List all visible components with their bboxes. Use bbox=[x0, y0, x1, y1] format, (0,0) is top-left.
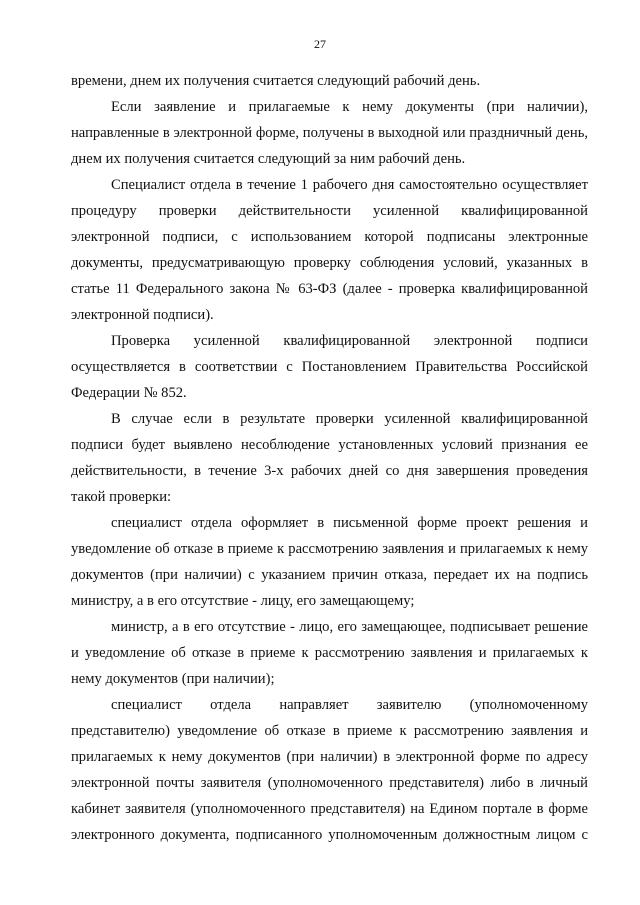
paragraph-7: министр, а в его отсутствие - лицо, его замещающее, подписывает решение и уведомление об отказе в приеме к рассмотрению заявления и прилагаемых к нему документов (при наличии); bbox=[71, 619, 588, 687]
paragraph-4: Проверка усиленной квалифицированной электронной подписи осуществляется в соответствии с Постановлением Правительства Российской Федерации № 852. bbox=[71, 333, 588, 401]
paragraph-3: Специалист отдела в течение 1 рабочего дня самостоятельно осуществляет процедуру проверки действительности усиленной квалифицированной электронной подписи, с использованием которой подписаны электронные документы, предусматривающую проверку соблюдения условий, указанных в статье 11 Федерального закона № 63-ФЗ (далее - проверка квалифицированной электронной подписи). bbox=[71, 177, 588, 323]
paragraph-8: специалист отдела направляет заявителю (уполномоченному представителю) уведомление об отказе в приеме к рассмотрению заявления и прилагаемых к нему документов (при наличии) в электронной форме по адресу электронной почты заявителя (уполномоченного представителя) либо в личный кабинет заявителя (уполномоченного представителя) на Едином портале в форме электронного документа, подписанного уполномоченным должностным лицом с bbox=[71, 697, 588, 843]
page-number: 27 bbox=[314, 37, 326, 51]
paragraph-2: Если заявление и прилагаемые к нему документы (при наличии), направленные в электронной форме, получены в выходной или праздничный день, днем их получения считается следующий за ним рабочий день. bbox=[71, 99, 588, 167]
document-body bbox=[71, 68, 588, 848]
paragraph-1: времени, днем их получения считается следующий рабочий день. bbox=[71, 73, 481, 89]
paragraph-5: В случае если в результате проверки усиленной квалифицированной подписи будет выявлено несоблюдение установленных условий признания ее действительности, в течение 3-х рабочих дней со дня завершения проведения такой проверки: bbox=[71, 411, 588, 505]
paragraph-6: специалист отдела оформляет в письменной форме проект решения и уведомление об отказе в приеме к рассмотрению заявления и прилагаемых к нему документов (при наличии) с указанием причин отказа, передает их на подпись министру, а в его отсутствие - лицу, его замещающему; bbox=[71, 515, 588, 609]
